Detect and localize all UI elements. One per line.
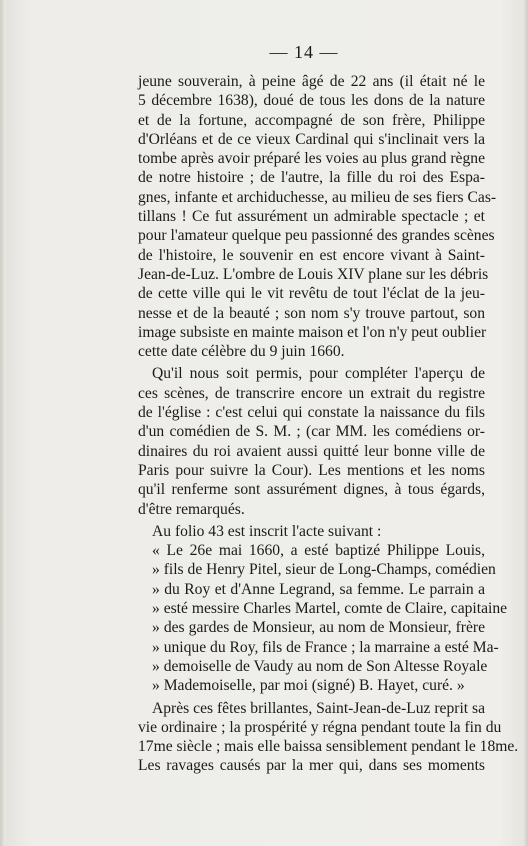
text-line: et de la fortune, accompagné de son frère, Philippe: [138, 111, 485, 129]
text-line: gnes, infante et archiduchesse, au milieu de ses fiers Cas-: [138, 188, 497, 206]
text-line: pour l'amateur quelque peu passionné des grandes scènes: [138, 227, 495, 245]
page-number: — 14 —: [269, 42, 339, 62]
text-line: vie ordinaire ; la prospérité y régna pendant toute la fin du: [138, 718, 502, 736]
text-line: » des gardes de Monsieur, au nom de Monsieur, frère: [152, 619, 485, 637]
text-line: de l'église : c'est celui qui constate la naissance du fils: [138, 404, 485, 422]
text-line: d'Orléans et de ce vieux Cardinal qui s'inclinait vers la: [138, 130, 485, 148]
text-line: 5 décembre 1638), doué de tous les dons de la nature: [138, 92, 485, 110]
text-line: d'être remarqués.: [138, 500, 245, 518]
text-line: d'un comédien de S. M. ; (car MM. les comédiens or-: [138, 423, 485, 441]
text-line: de cette ville qui le vit revêtu de tout l'éclat de la jeu-: [138, 285, 485, 303]
text-line: qu'il renferme sont assurément dignes, à tous égards,: [138, 481, 485, 499]
text-line: ces scènes, de transcrire encore un extrait du registre: [138, 384, 485, 402]
text-line: 17me siècle ; mais elle baissa sensiblement pendant le 18me.: [138, 738, 519, 756]
text-line: « Le 26e mai 1660, a esté baptizé Philippe Louis,: [152, 542, 485, 560]
text-line: nesse et de la beauté ; son nom s'y trouve partout, son: [138, 304, 485, 322]
text-line: tombe après avoir préparé les voies au plus grand règne: [138, 150, 485, 168]
text-line: de notre histoire ; de l'autre, la fille du roi des Espa-: [138, 169, 485, 187]
text-line: jeune souverain, à peine âgé de 22 ans (il était né le: [138, 73, 485, 90]
text-line: Après ces fêtes brillantes, Saint-Jean-de-Luz reprit sa: [152, 699, 485, 717]
text-line: dinaires du roi avaient aussi quitté leur bonne ville de: [138, 442, 485, 460]
text-line: Paris pour suivre la Cour). Les mentions et les noms: [138, 461, 485, 479]
text-line: de l'histoire, le souvenir en est encore vivant à Saint-: [138, 246, 485, 264]
text-line: » fils de Henry Pitel, sieur de Long-Champs, comédien: [152, 561, 496, 579]
text-line: cette date célèbre du 9 juin 1660.: [138, 343, 345, 361]
text-line: » demoiselle de Vaudy au nom de Son Altesse Royale: [152, 657, 488, 675]
text-line: Jean-de-Luz. L'ombre de Louis XIV plane sur les débris: [138, 265, 489, 283]
text-line: » esté messire Charles Martel, comte de Claire, capitaine: [152, 600, 508, 618]
body-text: [138, 72, 519, 776]
text-line: » unique du Roy, fils de France ; la marraine a esté Ma-: [152, 638, 499, 656]
page-right-edge: [522, 0, 528, 846]
text-line: image subsiste en mainte maison et l'on n'y peut oublier: [138, 323, 487, 341]
text-line: Qu'il nous soit permis, pour compléter l'aperçu de: [152, 365, 485, 383]
text-line: » du Roy et d'Anne Legrand, sa femme. Le parrain a: [152, 580, 485, 598]
text-line: » Mademoiselle, par moi (signé) B. Hayet, curé. »: [152, 677, 465, 695]
page-left-edge: [0, 0, 6, 846]
text-line: tillans ! Ce fut assurément un admirable spectacle ; et: [138, 208, 485, 226]
text-line: Les ravages causés par la mer qui, dans ses moments: [138, 757, 485, 775]
text-line: Au folio 43 est inscrit l'acte suivant :: [152, 522, 382, 540]
